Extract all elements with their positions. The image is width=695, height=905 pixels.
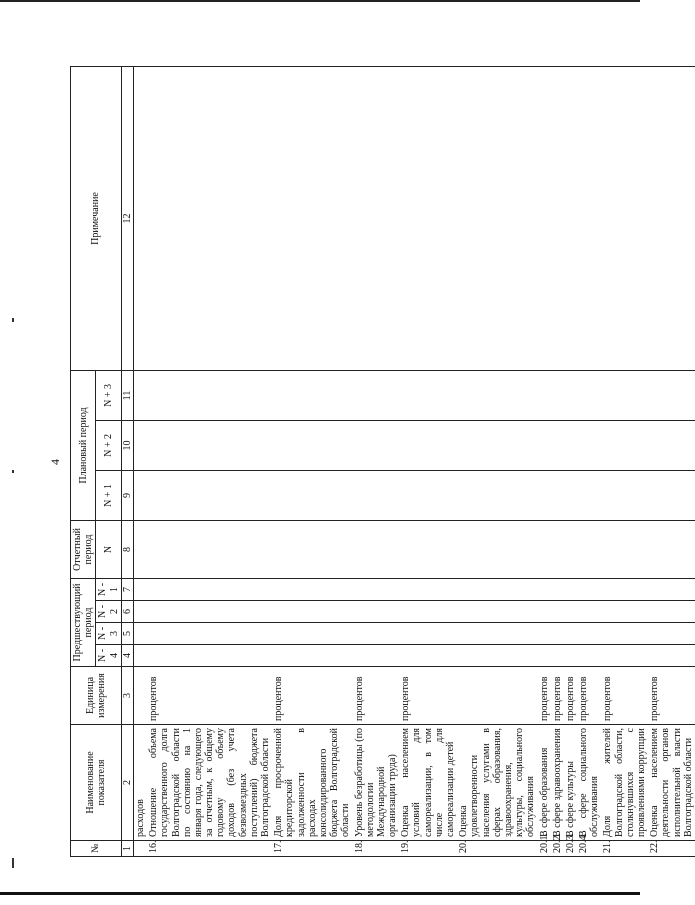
empty-cell xyxy=(399,370,457,420)
margin-mark xyxy=(12,318,14,322)
unit: процентов xyxy=(399,667,457,725)
column-number: 11 xyxy=(121,370,133,420)
empty-cell xyxy=(457,520,537,578)
empty-cell xyxy=(564,520,577,578)
empty-cell xyxy=(399,420,457,470)
row-number: 20. xyxy=(457,841,537,857)
header-reporting-period: Отчетный период xyxy=(71,520,96,578)
scan-edge-bottom xyxy=(0,892,640,895)
empty-cell xyxy=(601,601,648,623)
empty-cell xyxy=(272,601,352,623)
unit: процентов xyxy=(272,667,352,725)
header-planning-period: Плановый период xyxy=(71,370,96,520)
table-row xyxy=(272,66,352,856)
indicator-name: Уровень безработицы (по методологии Международной организации труда) xyxy=(353,725,400,841)
empty-cell xyxy=(648,420,695,470)
header-sub: N + 3 xyxy=(96,370,121,420)
header-sub: N - 3 xyxy=(96,623,121,645)
empty-cell xyxy=(457,645,537,667)
unit: процентов xyxy=(353,667,400,725)
header-unit: Единица измерения xyxy=(71,667,122,725)
unit: процентов xyxy=(538,667,551,725)
empty-cell xyxy=(564,66,577,370)
header-sub: N - 1 xyxy=(96,578,121,600)
column-number: 4 xyxy=(121,645,133,667)
table-row xyxy=(399,66,457,856)
empty-cell xyxy=(272,370,352,420)
unit: процентов xyxy=(564,667,577,725)
indicator-name: В сфере здравоохранения xyxy=(551,725,564,841)
header-sub: N + 2 xyxy=(96,420,121,470)
empty-cell xyxy=(601,370,648,420)
empty-cell xyxy=(457,420,537,470)
table-row xyxy=(564,66,577,856)
empty-cell xyxy=(147,66,272,370)
empty-cell xyxy=(564,601,577,623)
empty-cell xyxy=(399,645,457,667)
column-number: 1 xyxy=(121,841,133,857)
row-number: 22. xyxy=(648,841,695,857)
empty-cell xyxy=(577,420,601,470)
margin-mark xyxy=(12,858,14,868)
unit: процентов xyxy=(147,667,272,725)
empty-cell xyxy=(147,645,272,667)
unit: процентов xyxy=(601,667,648,725)
row-number: 18. xyxy=(353,841,400,857)
table-body xyxy=(133,66,695,856)
indicator-name: В сфере социального обслуживания xyxy=(577,725,601,841)
empty-cell xyxy=(538,520,551,578)
empty-cell xyxy=(457,623,537,645)
column-number-row xyxy=(121,66,133,856)
empty-cell xyxy=(601,470,648,520)
empty-cell xyxy=(272,578,352,600)
empty-cell xyxy=(272,520,352,578)
table-row xyxy=(551,66,564,856)
empty-cell xyxy=(648,645,695,667)
empty-cell xyxy=(601,420,648,470)
empty-cell xyxy=(564,470,577,520)
empty-cell xyxy=(577,623,601,645)
empty-cell xyxy=(648,370,695,420)
indicator-name: Отношение объема государственного долга Волгоградской области по состоянию на 1 января года, следующего за отчетным, к общему годовому объему доходов (без учета безвозмездных поступлений) бюджета Волгоградской области xyxy=(147,725,272,841)
table-row xyxy=(353,66,400,856)
empty-cell xyxy=(457,66,537,370)
empty-cell xyxy=(353,601,400,623)
empty-cell xyxy=(577,520,601,578)
empty-cell xyxy=(551,601,564,623)
column-number: 7 xyxy=(121,578,133,600)
empty-cell xyxy=(399,623,457,645)
column-number: 3 xyxy=(121,667,133,725)
empty-cell xyxy=(601,623,648,645)
empty-cell xyxy=(648,578,695,600)
indicator-name: В сфере образования xyxy=(538,725,551,841)
empty-cell xyxy=(353,520,400,578)
empty-cell xyxy=(601,645,648,667)
column-number: 10 xyxy=(121,420,133,470)
empty-cell xyxy=(353,645,400,667)
row-number: 20.3. xyxy=(564,841,577,857)
empty-cell xyxy=(147,370,272,420)
unit: процентов xyxy=(648,667,695,725)
indicator-name: Оценка удовлетворенности населения услугами в сферах образования, здравоохранения, культуры, социального обслуживания xyxy=(457,725,537,841)
empty-cell xyxy=(551,66,564,370)
empty-cell xyxy=(353,66,400,370)
row-number: 16. xyxy=(147,841,272,857)
empty-cell xyxy=(551,578,564,600)
empty-cell xyxy=(457,601,537,623)
empty-cell xyxy=(353,470,400,520)
header-name: Наименование показателя xyxy=(71,725,122,841)
empty-cell xyxy=(648,66,695,370)
empty-cell xyxy=(564,578,577,600)
row-number: 20.1. xyxy=(538,841,551,857)
table-row xyxy=(577,66,601,856)
header-sub: N xyxy=(96,520,121,578)
empty-cell xyxy=(147,470,272,520)
empty-cell xyxy=(272,645,352,667)
empty-cell xyxy=(538,645,551,667)
continuation-text: расходов xyxy=(133,725,147,841)
indicator-name: В сфере культуры xyxy=(564,725,577,841)
empty-cell xyxy=(577,578,601,600)
continuation-row xyxy=(133,66,147,856)
empty-cell xyxy=(457,578,537,600)
header-sub: N + 1 xyxy=(96,470,121,520)
empty-cell xyxy=(538,420,551,470)
unit xyxy=(457,667,537,725)
column-number: 12 xyxy=(121,66,133,370)
column-number: 8 xyxy=(121,520,133,578)
empty-cell xyxy=(551,420,564,470)
empty-cell xyxy=(648,601,695,623)
header-sub: N - 2 xyxy=(96,601,121,623)
row-number: 19. xyxy=(399,841,457,857)
column-number: 5 xyxy=(121,623,133,645)
header-previous-period: Предшествующий период xyxy=(71,578,96,666)
empty-cell xyxy=(399,470,457,520)
empty-cell xyxy=(457,370,537,420)
column-number: 9 xyxy=(121,470,133,520)
empty-cell xyxy=(648,520,695,578)
empty-cell xyxy=(353,370,400,420)
table-row xyxy=(601,66,648,856)
empty-cell xyxy=(147,601,272,623)
empty-cell xyxy=(353,623,400,645)
empty-cell xyxy=(538,66,551,370)
empty-cell xyxy=(538,623,551,645)
page-number: 4 xyxy=(48,459,62,465)
empty-cell xyxy=(399,520,457,578)
row-number: 20.4. xyxy=(577,841,601,857)
indicator-name: Оценка населением деятельности органов исполнительной власти Волгоградской области xyxy=(648,725,695,841)
empty-cell xyxy=(601,578,648,600)
indicators-table xyxy=(70,66,695,857)
header-num: № xyxy=(71,841,122,857)
empty-cell xyxy=(577,601,601,623)
table-row xyxy=(457,66,537,856)
empty-cell xyxy=(601,66,648,370)
empty-cell xyxy=(577,470,601,520)
rotated-page xyxy=(48,67,694,857)
header-sub: N - 4 xyxy=(96,645,121,667)
empty-cell xyxy=(457,470,537,520)
empty-cell xyxy=(564,645,577,667)
empty-cell xyxy=(564,623,577,645)
empty-cell xyxy=(551,623,564,645)
table-row xyxy=(147,66,272,856)
indicator-name: Доля жителей Волгоградской области, столкнувшихся с проявлениями коррупции xyxy=(601,725,648,841)
empty-cell xyxy=(551,470,564,520)
column-number: 2 xyxy=(121,725,133,841)
empty-cell xyxy=(538,370,551,420)
empty-cell xyxy=(564,420,577,470)
empty-cell xyxy=(551,645,564,667)
header-row-1 xyxy=(71,66,96,856)
empty-cell xyxy=(272,66,352,370)
row-number: 20.2. xyxy=(551,841,564,857)
indicator-name: Доля просроченной кредиторской задолженности в расходах консолидированного бюджета Волгоградской области xyxy=(272,725,352,841)
empty-cell xyxy=(399,601,457,623)
empty-cell xyxy=(538,601,551,623)
empty-cell xyxy=(538,470,551,520)
empty-cell xyxy=(648,623,695,645)
header-note: Примечание xyxy=(71,66,122,370)
row-number: 17. xyxy=(272,841,352,857)
empty-cell xyxy=(399,578,457,600)
empty-cell xyxy=(272,470,352,520)
column-number: 6 xyxy=(121,601,133,623)
empty-cell xyxy=(399,66,457,370)
empty-cell xyxy=(577,370,601,420)
empty-cell xyxy=(601,520,648,578)
row-number: 21. xyxy=(601,841,648,857)
table-row xyxy=(538,66,551,856)
empty-cell xyxy=(272,420,352,470)
empty-cell xyxy=(353,578,400,600)
empty-cell xyxy=(147,623,272,645)
empty-cell xyxy=(551,520,564,578)
empty-cell xyxy=(648,470,695,520)
empty-cell xyxy=(577,66,601,370)
indicator-name: Оценка населением условий для самореализации, в том числе для самореализации детей xyxy=(399,725,457,841)
empty-cell xyxy=(147,578,272,600)
empty-cell xyxy=(353,420,400,470)
empty-cell xyxy=(551,370,564,420)
empty-cell xyxy=(147,520,272,578)
empty-cell xyxy=(577,645,601,667)
unit: процентов xyxy=(577,667,601,725)
empty-cell xyxy=(538,578,551,600)
empty-cell xyxy=(147,420,272,470)
table-row xyxy=(648,66,695,856)
empty-cell xyxy=(272,623,352,645)
unit: процентов xyxy=(551,667,564,725)
scan-edge-top xyxy=(0,0,640,2)
empty-cell xyxy=(564,370,577,420)
margin-mark xyxy=(12,470,14,473)
